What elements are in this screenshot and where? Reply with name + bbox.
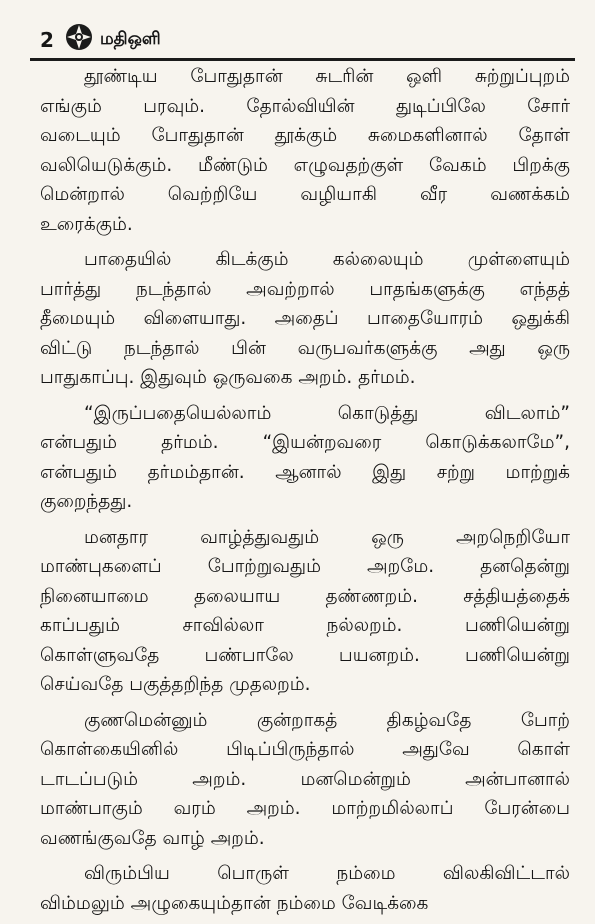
paragraph xyxy=(40,523,570,700)
text-line: தூண்டிய போதுதான் சுடரின் ஒளி சுற்றுப்புறம் xyxy=(84,66,570,87)
text-line: “இருப்பதையெல்லாம் கொடுத்து விடலாம்” xyxy=(84,402,570,424)
ornamental-emblem-icon xyxy=(64,22,94,52)
text-line: காப்பதும் சாவில்லா நல்லறம். பணியென்று xyxy=(40,615,570,636)
text-line: மாண்புகளைப் போற்றுவதும் அறமே. தனதென்று xyxy=(40,556,570,577)
text-line: கொள்கையினில் பிடிப்பிருந்தால் அதுவே கொள் xyxy=(40,739,570,760)
text-line: வலியெடுக்கும். மீண்டும் எழுவதற்குள் வேகம் பிறக்கு xyxy=(40,154,570,176)
text-line: கொள்ளுவதே பண்பாலே பயனறம். பணியென்று xyxy=(40,644,570,666)
text-line: விரும்பிய பொருள் நம்மை விலகிவிட்டால் xyxy=(84,863,570,884)
text-line: எங்கும் பரவும். தோல்வியின் துடிப்பிலே சோர் xyxy=(40,95,570,117)
text-line: என்பதும் தர்மம்தான். ஆனால் இது சற்று மாற்றுக் xyxy=(40,461,570,483)
text-line: மாண்பாகும் வரம் அறம். மாற்றமில்லாப் பேரன்பை xyxy=(40,798,570,819)
text-line: உரைக்கும். xyxy=(40,213,133,235)
text-line: மனதார வாழ்த்துவதும் ஒரு அறநெறியோ xyxy=(84,526,570,548)
text-line: மென்றால் வெற்றியே வழியாகி வீர வணக்கம் xyxy=(40,184,570,205)
text-line: வணங்குவதே வாழ் அறம். xyxy=(40,827,265,849)
text-line: பாதுகாப்பு. இதுவும் ஒருவகை அறம். தர்மம். xyxy=(40,367,416,388)
paragraph xyxy=(40,706,570,854)
text-line: டாடப்படும் அறம். மனமென்றும் அன்பானால் xyxy=(40,768,570,790)
paragraph xyxy=(40,399,570,517)
text-line: என்பதும் தர்மம். “இயன்றவரை கொடுக்கலாமே”, xyxy=(40,432,570,453)
running-title: மதிஒளி xyxy=(100,29,161,49)
paragraph xyxy=(40,859,570,918)
text-line: நினையாமை தலையாய தண்ணறம். சத்தியத்தைக் xyxy=(40,585,570,607)
text-line: பாதையில் கிடக்கும் கல்லையும் முள்ளையும் xyxy=(84,249,570,270)
text-line: விம்மலும் அழுகையும்தான் நம்மை வேடிக்கை xyxy=(40,892,429,914)
page-number: 2 xyxy=(40,28,54,52)
text-line: செய்வதே பகுத்தறிந்த முதலறம். xyxy=(40,674,311,695)
text-line: தீமையும் விளையாது. அதைப் பாதையோரம் ஒதுக்கி xyxy=(40,308,570,329)
page-header xyxy=(30,24,575,61)
text-line: பார்த்து நடந்தால் அவற்றால் பாதங்களுக்கு எந்தத் xyxy=(40,278,570,300)
text-line: வடையும் போதுதான் தூக்கும் சுமைகளினால் தோள் xyxy=(40,125,570,146)
text-line: குறைந்தது. xyxy=(40,491,133,512)
paragraph xyxy=(40,245,570,393)
text-line: குணமென்னும் குன்றாகத் திகழ்வதே போற் xyxy=(84,709,570,731)
paragraph xyxy=(40,62,570,239)
text-line: விட்டு நடந்தால் பின் வருபவர்களுக்கு அது ஒரு xyxy=(40,337,570,359)
body-text xyxy=(40,62,570,924)
